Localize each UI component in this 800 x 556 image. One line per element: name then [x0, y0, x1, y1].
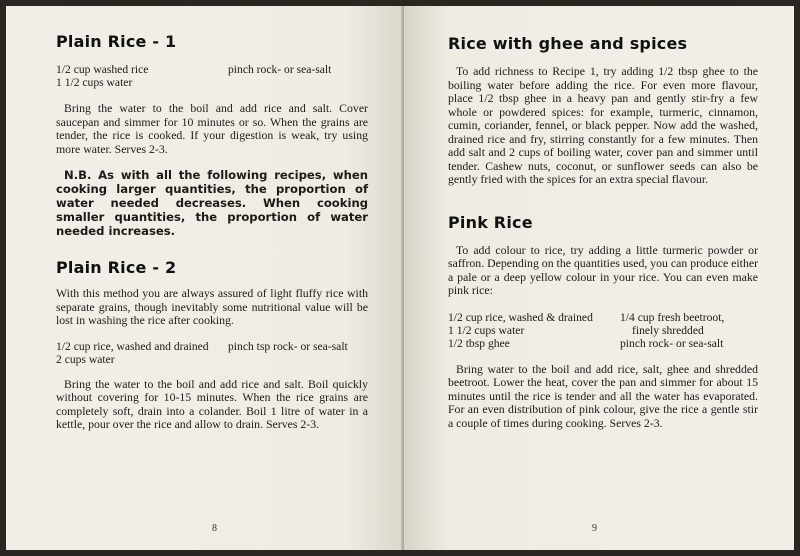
- ingredients-plain-rice-2: [56, 340, 368, 366]
- intro-pink-rice: To add colour to rice, try adding a little turmeric powder or saffron. Depending on the quantities used, you can produce either a pale or a deep yellow colour in your rice. You can even make pink rice:: [448, 242, 759, 297]
- recipe-title-plain-rice-1: Plain Rice - 1: [56, 32, 177, 51]
- page-number: 9: [592, 523, 597, 534]
- intro-plain-rice-2: With this method you are always assured of light fluffy rice with separate grains, though inevitably some nutritional value will be lost in washing the rice after cooking.: [56, 286, 368, 327]
- ingredient-item: 1 1/2 cups water: [56, 76, 133, 89]
- ingredients-pink-rice: [448, 311, 758, 350]
- right-page: [404, 6, 794, 550]
- page-number: 8: [212, 523, 217, 534]
- ingredient-item: 2 cups water: [56, 352, 115, 366]
- ingredient-item: 1/2 cup rice, washed and drained: [56, 339, 209, 353]
- ingredient-item: pinch rock- or sea-salt: [620, 336, 724, 350]
- recipe-title-ghee-spices: Rice with ghee and spices: [448, 34, 688, 53]
- note-paragraph: N.B. As with all the following recipes, when cooking larger quantities, the proportion of water needed decreases. When cooking smaller quantities, the proportion of water needed increases.: [56, 168, 368, 238]
- left-page: [6, 6, 404, 550]
- ingredient-item: pinch rock- or sea-salt: [228, 63, 332, 76]
- ingredient-item: 1/2 cup rice, washed & drained: [448, 310, 593, 324]
- ingredient-item: 1/2 cup washed rice: [56, 63, 149, 76]
- method-ghee-spices: To add richness to Recipe 1, try adding 1/2 tbsp ghee to the boiling water before adding the rice. For even more flavour, place 1/2 tbsp ghee in a heavy pan and gently stir-fry a few whole or powdered spices: for example, turmeric, cinnamon, cumin, coriander, fennel, or black pepper. Now add the washed, drained rice and fry, stirring constantly for a few minutes. Then add salt and 2 cups of boiling water, cover pan and simmer until tender. Cashew nuts, coconut, or sunflower seeds can also be gently fried with the spices for an extra special flavour.: [448, 64, 758, 186]
- ingredient-item: 1 1/2 cups water: [448, 323, 525, 337]
- method-plain-rice-1: Bring the water to the boil and add rice and salt. Cover saucepan and simmer for 10 minutes or so. When the grains are tender, the rice is cooked. If your digestion is weak, try using more water. Serves 2-3.: [56, 101, 368, 156]
- ingredient-item: finely shredded: [632, 323, 704, 337]
- recipe-title-pink-rice: Pink Rice: [448, 212, 533, 232]
- ingredients-plain-rice-1: [56, 63, 368, 89]
- ingredient-item: 1/4 cup fresh beetroot,: [620, 310, 725, 324]
- method-plain-rice-2: Bring the water to the boil and add rice and salt. Boil quickly without covering for 10-15 minutes. When the rice grains are completely soft, drain into a colander. Boil 1 litre of water in a kettle, pour over the rice and allow to drain. Serves 2-3.: [56, 376, 368, 431]
- ingredient-item: pinch tsp rock- or sea-salt: [228, 339, 348, 353]
- ingredient-item: 1/2 tbsp ghee: [448, 336, 510, 350]
- method-pink-rice: Bring water to the boil and add rice, salt, ghee and shredded beetroot. Lower the heat, cover the pan and simmer for about 15 minutes until the rice is tender and all the water has evaporated. For an even distribution of pink colour, give the rice a gentle stir a couple of times during cooking. Serves 2-3.: [448, 361, 758, 430]
- recipe-title-plain-rice-2: Plain Rice - 2: [56, 258, 177, 277]
